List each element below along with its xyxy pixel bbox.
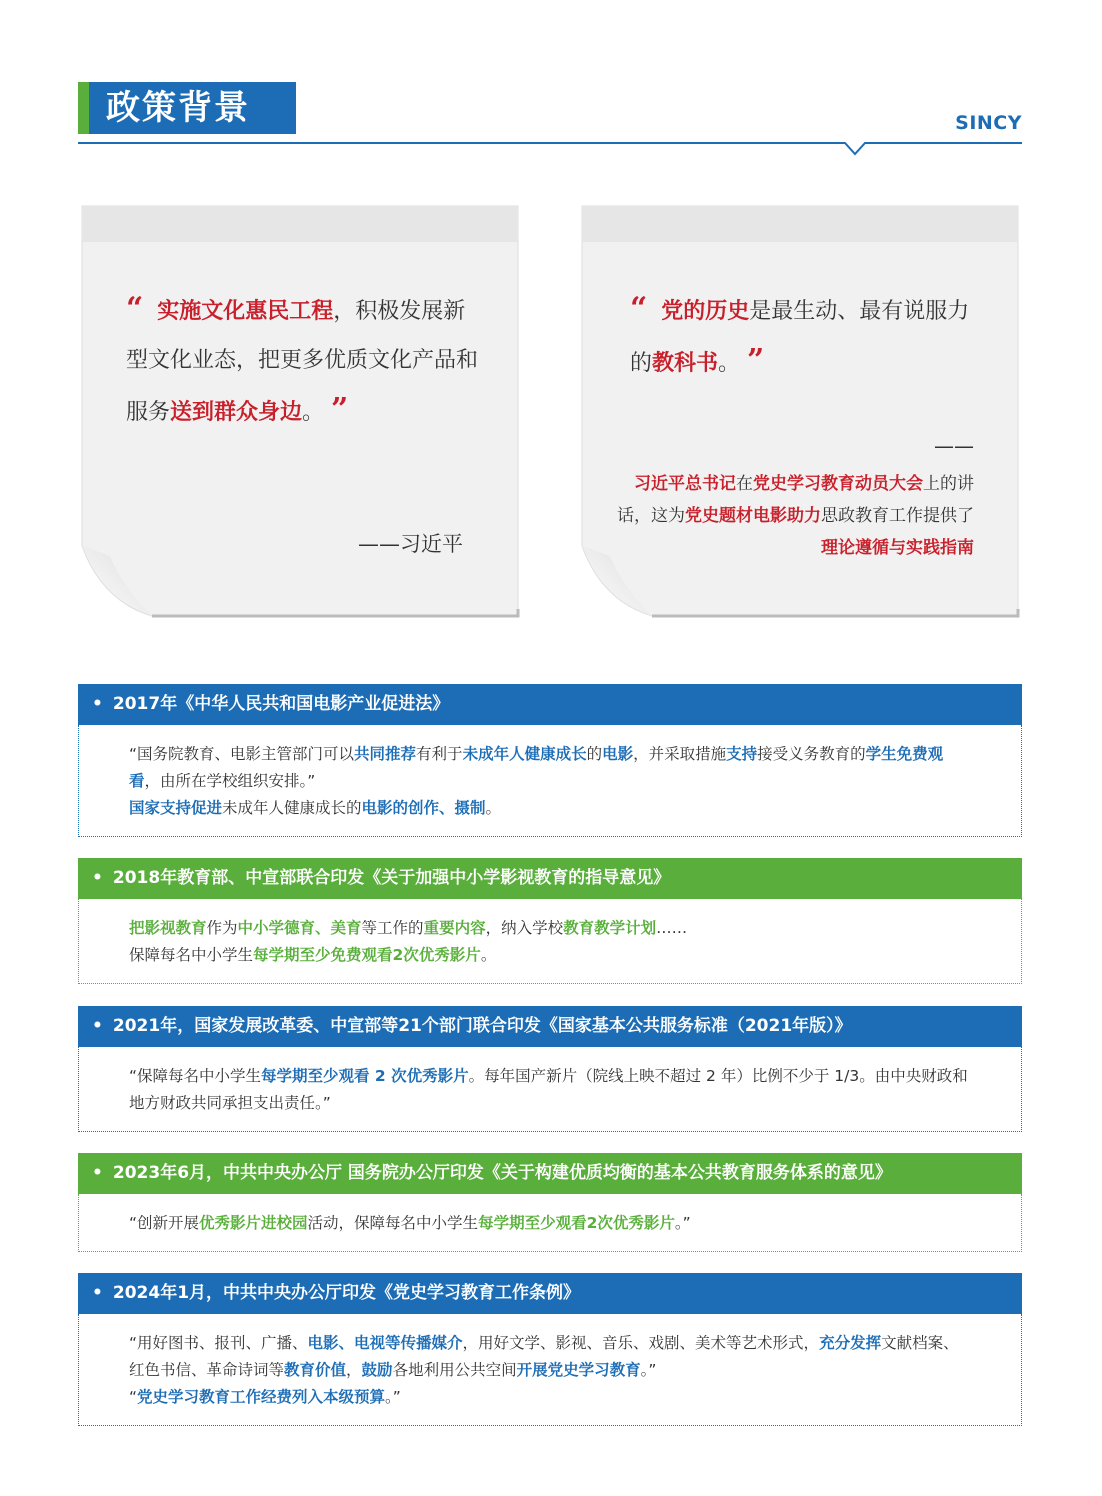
policy-block-2023 — [78, 1153, 1022, 1252]
policy-text: 。每年国产新片（院线上映不超过 2 年）比例不少于 1/3。由中央财政和地方财政共同承担支出责任。” — [129, 1067, 968, 1112]
policy-highlight: 学生免费观看 — [129, 745, 944, 790]
close-quote-mark: ” — [331, 392, 349, 427]
policy-text: 。” — [640, 1361, 657, 1379]
policy-highlight: 共同推荐 — [354, 745, 417, 763]
policy-highlight: 优秀影片进校园 — [199, 1214, 308, 1232]
policy-text: 。” — [674, 1214, 691, 1232]
policy-text: ，并采取措施 — [633, 745, 727, 763]
note-1-quote — [126, 284, 486, 437]
policy-text: 各地利用公共空间 — [392, 1361, 517, 1379]
policy-text: 。 — [485, 799, 502, 817]
open-quote-mark: “ — [630, 291, 648, 326]
policy-content — [78, 725, 1022, 837]
note-2-attribution — [614, 468, 974, 564]
policy-text: ， — [346, 1361, 362, 1379]
policy-text: 。” — [385, 1388, 401, 1406]
policy-highlight: 每学期至少观看 2 次优秀影片 — [261, 1067, 469, 1085]
policy-text: ，纳入学校 — [485, 919, 564, 937]
policy-text: ，由所在学校组织安排。” — [144, 772, 316, 790]
attribution-highlight: 习近平总书记 — [634, 474, 736, 494]
policy-text: “用好图书、报刊、广播、 — [129, 1334, 308, 1352]
bullet-icon: • — [92, 868, 103, 888]
section-title-block — [78, 82, 296, 134]
policy-content — [78, 1314, 1022, 1426]
policy-text: 有利于 — [416, 745, 463, 763]
policy-heading-text: 2017年《中华人民共和国电影产业促进法》 — [112, 694, 450, 714]
policy-text: …… — [656, 919, 688, 937]
bullet-icon: • — [92, 1016, 103, 1036]
policy-text: 未成年人健康成长的 — [222, 799, 362, 817]
policy-text: 。 — [480, 946, 497, 964]
policy-line — [129, 942, 971, 969]
policy-highlight: 每学期至少免费观看2次优秀影片 — [253, 946, 481, 964]
policy-heading-text: 2018年教育部、中宣部联合印发《关于加强中小学影视教育的指导意见》 — [112, 868, 671, 888]
policy-text: “创新开展 — [129, 1214, 200, 1232]
policy-highlight: 鼓励 — [361, 1361, 393, 1379]
policy-text: 作为 — [206, 919, 238, 937]
policy-line — [129, 1210, 971, 1237]
attribution-text: 在 — [736, 474, 753, 494]
policy-highlight: 教育价值 — [284, 1361, 347, 1379]
policy-heading-text: 2023年6月，中共中央办公厅 国务院办公厅印发《关于构建优质均衡的基本公共教育服务体系的意见》 — [112, 1163, 892, 1183]
policy-text: ，用好文学、影视、音乐、戏剧、美术等艺术形式， — [462, 1334, 820, 1352]
quote-text: ，积极发展新型文化业态，把更多优质文化产品和服务 — [126, 299, 479, 425]
policy-line — [129, 915, 971, 942]
policy-text: “ — [129, 1388, 138, 1406]
policy-heading-text: 2021年，国家发展改革委、中宣部等21个部门联合印发《国家基本公共服务标准（2021年版）》 — [112, 1016, 852, 1036]
quote-highlight: 教科书 — [652, 351, 719, 376]
title-accent-bar — [78, 82, 89, 134]
quote-text: 是最生动、最有说服力的 — [630, 299, 970, 376]
policy-highlight: 电影的创作、摄制 — [361, 799, 486, 817]
note-1-signature: ——习近平 — [358, 532, 463, 556]
policy-highlight: 把影视教育 — [129, 919, 207, 937]
note-2-quote — [630, 284, 990, 388]
policy-line — [129, 741, 971, 795]
quote-note-1 — [82, 206, 518, 616]
policy-line — [129, 795, 971, 822]
policy-block-2017 — [78, 684, 1022, 837]
attribution-text: 思政教育工作提供了 — [821, 506, 974, 526]
open-quote-mark: “ — [126, 291, 144, 326]
quote-highlight: 送到群众身边 — [170, 400, 303, 425]
policy-text: 等工作的 — [361, 919, 424, 937]
policy-heading — [78, 1273, 1022, 1314]
policy-content — [78, 1047, 1022, 1132]
policy-highlight: 未成年人健康成长 — [462, 745, 587, 763]
policy-text: 的 — [586, 745, 603, 763]
policy-block-2024 — [78, 1273, 1022, 1426]
policy-text: 文献档案、红色书信、革命诗词等 — [129, 1334, 959, 1379]
policy-heading — [78, 1153, 1022, 1194]
policy-highlight: 国家支持促进 — [129, 799, 223, 817]
attribution-highlight: 党史题材电影助力 — [685, 506, 821, 526]
policy-block-2018 — [78, 858, 1022, 984]
policy-highlight: 电影 — [602, 745, 634, 763]
policy-line — [129, 1330, 971, 1384]
policy-highlight: 充分发挥 — [819, 1334, 882, 1352]
attribution-highlight: 理论遵循与实践指南 — [821, 538, 974, 558]
policy-line — [129, 1063, 971, 1117]
policy-highlight: 党史学习教育工作经费列入本级预算 — [137, 1388, 386, 1406]
policy-heading — [78, 1006, 1022, 1047]
policy-heading — [78, 858, 1022, 899]
quote-highlight: 党的历史 — [661, 299, 750, 324]
close-quote-mark: ” — [747, 343, 765, 378]
policy-content — [78, 899, 1022, 984]
policy-text: 保障每名中小学生 — [129, 946, 254, 964]
bullet-icon: • — [92, 1283, 103, 1303]
policy-highlight: 重要内容 — [423, 919, 486, 937]
quote-text: 。 — [718, 351, 741, 376]
quote-text: 。 — [302, 400, 325, 425]
policy-text: “保障每名中小学生 — [129, 1067, 262, 1085]
page-title: 政策背景 — [106, 88, 250, 128]
bullet-icon: • — [92, 1163, 103, 1183]
brand-logo-text: SINCY — [955, 112, 1022, 134]
policy-highlight: 电影、电视等传播媒介 — [307, 1334, 463, 1352]
policy-content — [78, 1194, 1022, 1252]
note-2-dash: —— — [934, 434, 974, 458]
quote-highlight: 实施文化惠民工程 — [157, 299, 334, 324]
attribution-highlight: 党史学习教育动员大会 — [753, 474, 923, 494]
policy-highlight: 中小学德育、美育 — [237, 919, 362, 937]
header-divider — [0, 130, 1102, 160]
bullet-icon: • — [92, 694, 103, 714]
quote-note-2 — [582, 206, 1018, 616]
policy-text: 活动，保障每名中小学生 — [307, 1214, 479, 1232]
policy-highlight: 支持 — [726, 745, 758, 763]
policy-text: “国务院教育、电影主管部门可以 — [129, 745, 355, 763]
policy-text: 接受义务教育的 — [757, 745, 866, 763]
policy-block-2021 — [78, 1006, 1022, 1132]
attribution-text: 上的讲话，这为 — [617, 474, 974, 526]
policy-line — [129, 1384, 971, 1411]
policy-highlight: 开展党史学习教育 — [516, 1361, 641, 1379]
policy-heading — [78, 684, 1022, 725]
policy-heading-text: 2024年1月，中共中央办公厅印发《党史学习教育工作条例》 — [112, 1283, 581, 1303]
policy-highlight: 教育教学计划 — [563, 919, 657, 937]
policy-highlight: 每学期至少观看2次优秀影片 — [478, 1214, 675, 1232]
